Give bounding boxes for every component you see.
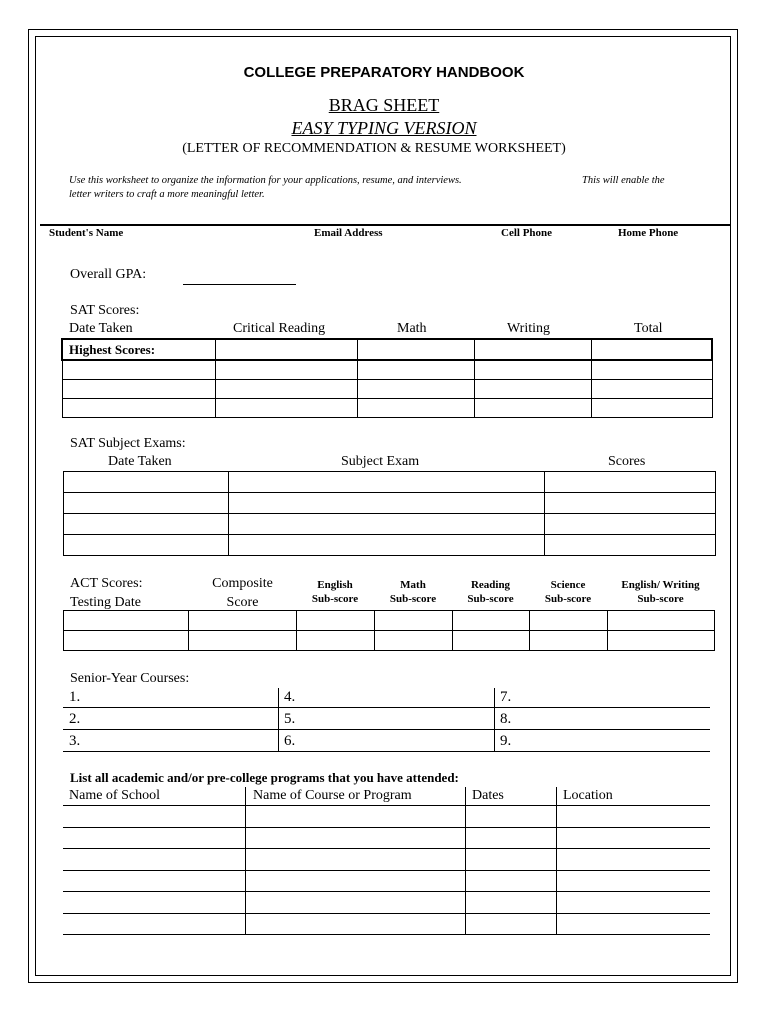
senior-courses-title: Senior-Year Courses: [70, 671, 190, 686]
cell-phone-label: Cell Phone [501, 227, 553, 239]
sat-subject-cell[interactable] [229, 514, 545, 535]
sat-cell[interactable] [475, 361, 592, 380]
handbook-title: COLLEGE PREPARATORY HANDBOOK [243, 64, 525, 81]
program-row-line[interactable] [63, 827, 710, 828]
sat-header-math: Math [397, 321, 427, 336]
act-cell[interactable] [297, 611, 375, 631]
programs-title: List all academic and/or pre-college programs that you have attended: [70, 770, 459, 785]
sat-subject-cell[interactable] [545, 493, 716, 514]
page-subtitle: EASY TYPING VERSION [291, 118, 477, 138]
sat-cell[interactable] [358, 399, 475, 418]
act-cell[interactable] [375, 611, 453, 631]
table-row [64, 631, 715, 651]
act-scores-title: ACT Scores: [70, 576, 143, 591]
table-row [63, 361, 713, 380]
act-cell[interactable] [530, 631, 608, 651]
course-line [63, 729, 710, 730]
course-number-8[interactable]: 8. [500, 711, 512, 727]
act-cell[interactable] [189, 631, 297, 651]
course-number-3[interactable]: 3. [69, 733, 81, 749]
sat-subject-cell[interactable] [229, 493, 545, 514]
sat-scores-title: SAT Scores: [70, 303, 140, 318]
sat-cell[interactable] [63, 380, 216, 399]
act-cell[interactable] [375, 631, 453, 651]
course-number-2[interactable]: 2. [69, 711, 81, 727]
course-number-4[interactable]: 4. [284, 689, 296, 705]
act-cell[interactable] [608, 631, 715, 651]
sat-subject-cell[interactable] [545, 514, 716, 535]
sat-cell[interactable] [63, 361, 216, 380]
act-cell[interactable] [453, 631, 530, 651]
home-phone-label: Home Phone [618, 227, 679, 239]
sat-subject-table [63, 471, 716, 556]
programs-header-dates: Dates [472, 788, 504, 803]
sat-subject-header-scores: Scores [608, 454, 646, 469]
act-cell[interactable] [64, 631, 189, 651]
program-row-line[interactable] [63, 805, 710, 806]
sat-subject-cell[interactable] [64, 514, 229, 535]
email-label: Email Address [314, 227, 383, 239]
courses-divider-1 [278, 688, 279, 752]
sat-header-writing: Writing [507, 321, 550, 336]
programs-header-course: Name of Course or Program [253, 788, 412, 803]
table-row [64, 611, 715, 631]
sat-subject-cell[interactable] [64, 493, 229, 514]
sat-cell[interactable] [475, 380, 592, 399]
act-cell[interactable] [189, 611, 297, 631]
table-row [63, 380, 713, 399]
act-score-label: Score [226, 595, 259, 610]
table-row [64, 514, 716, 535]
gpa-input-line[interactable] [183, 284, 296, 285]
sat-cell[interactable] [358, 380, 475, 399]
gpa-label: Overall GPA: [70, 267, 147, 282]
act-science-subscore-label: Sub-score [544, 593, 592, 605]
course-number-9[interactable]: 9. [500, 733, 512, 749]
sat-header-date: Date Taken [69, 321, 133, 336]
program-row-line[interactable] [63, 870, 710, 871]
contact-divider [40, 224, 731, 226]
program-row-line[interactable] [63, 848, 710, 849]
act-reading-label: Reading [470, 579, 511, 591]
act-cell[interactable] [530, 611, 608, 631]
sat-highest-label: Highest Scores: [63, 340, 216, 361]
act-science-label: Science [550, 579, 586, 591]
sat-subject-title: SAT Subject Exams: [70, 436, 186, 451]
course-number-7[interactable]: 7. [500, 689, 512, 705]
page-title: BRAG SHEET [328, 95, 440, 115]
course-number-1[interactable]: 1. [69, 689, 81, 705]
sat-header-critical-reading: Critical Reading [233, 321, 326, 336]
sat-header-total: Total [634, 321, 663, 336]
course-line [63, 751, 710, 752]
act-composite-label: Composite [212, 576, 273, 591]
sat-subject-cell[interactable] [64, 472, 229, 493]
sat-cell[interactable] [216, 361, 358, 380]
table-row [64, 535, 716, 556]
course-line [63, 707, 710, 708]
act-english-writing-label: English/ Writing [621, 579, 700, 591]
act-scores-table [63, 610, 715, 651]
sat-subject-cell[interactable] [545, 535, 716, 556]
act-math-label: Math [400, 579, 426, 591]
act-cell[interactable] [64, 611, 189, 631]
act-cell[interactable] [608, 611, 715, 631]
instructions-line1: Use this worksheet to organize the information for your applications, resume, and interviews. [69, 175, 462, 186]
courses-divider-2 [494, 688, 495, 752]
student-name-label: Student's Name [49, 227, 124, 239]
act-math-subscore-label: Sub-score [389, 593, 437, 605]
sat-cell[interactable] [63, 399, 216, 418]
sat-highest-row-border [61, 338, 713, 361]
course-number-6[interactable]: 6. [284, 733, 296, 749]
instructions-line2: letter writers to craft a more meaningful letter. [69, 189, 265, 200]
programs-header-school: Name of School [69, 788, 160, 803]
course-number-5[interactable]: 5. [284, 711, 296, 727]
act-reading-subscore-label: Sub-score [467, 593, 514, 605]
sat-subject-cell[interactable] [545, 472, 716, 493]
program-row-line[interactable] [63, 934, 710, 935]
sat-cell[interactable] [216, 399, 358, 418]
worksheet-subtitle: (LETTER OF RECOMMENDATION & RESUME WORKSHEET) [182, 141, 566, 156]
sat-cell[interactable] [358, 361, 475, 380]
sat-subject-cell[interactable] [229, 472, 545, 493]
sat-subject-header-exam: Subject Exam [341, 454, 420, 469]
sat-cell[interactable] [475, 399, 592, 418]
sat-cell[interactable] [592, 361, 713, 380]
programs-header-location: Location [563, 788, 613, 803]
act-cell[interactable] [297, 631, 375, 651]
table-row [64, 493, 716, 514]
program-row-line[interactable] [63, 913, 710, 914]
act-english-writing-subscore-label: Sub-score [637, 593, 684, 605]
sat-cell[interactable] [592, 399, 713, 418]
table-row [63, 399, 713, 418]
instructions-line1-right: This will enable the [582, 175, 665, 186]
sat-subject-cell[interactable] [229, 535, 545, 556]
sat-cell[interactable] [592, 380, 713, 399]
act-english-label: English [317, 579, 353, 591]
sat-subject-cell[interactable] [64, 535, 229, 556]
act-english-subscore-label: Sub-score [311, 593, 359, 605]
sat-subject-header-date: Date Taken [108, 454, 172, 469]
table-row [64, 472, 716, 493]
act-cell[interactable] [453, 611, 530, 631]
program-row-line[interactable] [63, 891, 710, 892]
act-testing-date-label: Testing Date [70, 595, 141, 610]
sat-cell[interactable] [216, 380, 358, 399]
